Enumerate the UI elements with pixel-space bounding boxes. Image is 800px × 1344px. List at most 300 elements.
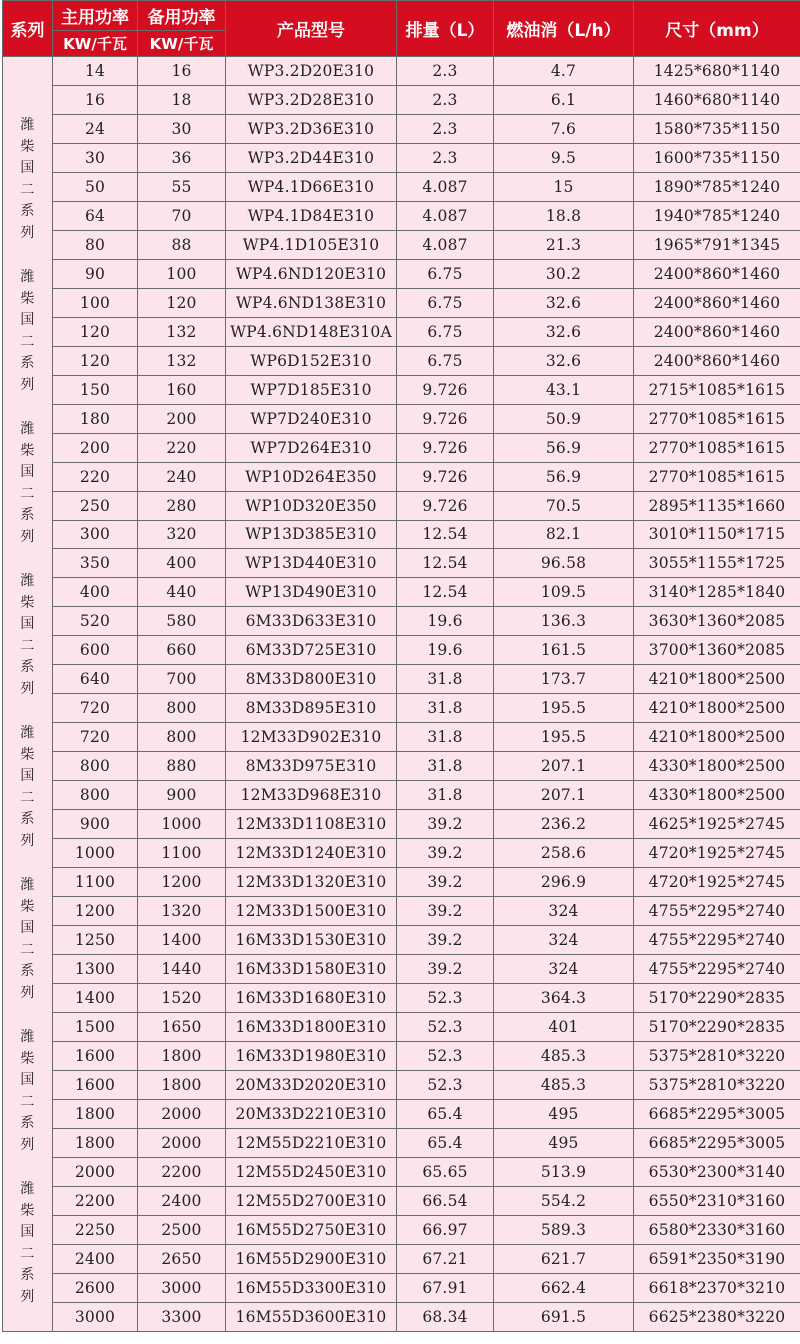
fuel-consumption-cell: 43.1 — [494, 375, 634, 404]
series-label: 潍柴国二系列 — [20, 269, 35, 393]
displacement-cell: 2.3 — [397, 85, 494, 114]
standby-power-cell: 1400 — [138, 926, 226, 955]
fuel-consumption-header: 燃油消（L/h） — [494, 1, 634, 57]
table-row — [3, 752, 800, 781]
dimensions-cell: 4210*1800*2500 — [634, 694, 800, 723]
model-header: 产品型号 — [226, 1, 397, 57]
standby-power-cell: 1000 — [138, 810, 226, 839]
series-header: 系列 — [3, 1, 53, 57]
table-row — [3, 665, 800, 694]
dimensions-cell: 2715*1085*1615 — [634, 375, 800, 404]
dimensions-cell: 6530*2300*3140 — [634, 1157, 800, 1186]
dimensions-cell: 1965*791*1345 — [634, 230, 800, 259]
dimensions-cell: 6591*2350*3190 — [634, 1244, 800, 1273]
standby-power-cell: 88 — [138, 230, 226, 259]
standby-power-cell: 2500 — [138, 1215, 226, 1244]
fuel-consumption-cell: 18.8 — [494, 201, 634, 230]
standby-power-cell: 132 — [138, 346, 226, 375]
series-label: 潍柴国二系列 — [20, 877, 35, 1001]
prime-power-cell: 800 — [53, 781, 138, 810]
fuel-consumption-cell: 513.9 — [494, 1157, 634, 1186]
table-row — [3, 955, 800, 984]
model-cell: WP13D385E310 — [226, 520, 397, 549]
dimensions-cell: 2770*1085*1615 — [634, 404, 800, 433]
standby-power-cell: 320 — [138, 520, 226, 549]
displacement-cell: 12.54 — [397, 549, 494, 578]
prime-power-cell: 300 — [53, 520, 138, 549]
fuel-consumption-cell: 236.2 — [494, 810, 634, 839]
model-cell: 6M33D633E310 — [226, 607, 397, 636]
model-cell: 12M33D968E310 — [226, 781, 397, 810]
table-row — [3, 346, 800, 375]
displacement-cell: 6.75 — [397, 259, 494, 288]
prime-power-cell: 520 — [53, 607, 138, 636]
standby-power-cell: 100 — [138, 259, 226, 288]
model-cell: 12M33D1240E310 — [226, 839, 397, 868]
displacement-cell: 65.65 — [397, 1157, 494, 1186]
model-cell: 16M33D1980E310 — [226, 1041, 397, 1070]
displacement-cell: 39.2 — [397, 926, 494, 955]
table-row — [3, 1070, 800, 1099]
standby-power-cell: 200 — [138, 404, 226, 433]
model-cell: WP13D490E310 — [226, 578, 397, 607]
prime-power-unit: KW/千瓦 — [53, 31, 138, 57]
standby-power-cell: 18 — [138, 85, 226, 114]
dimensions-cell: 3140*1285*1840 — [634, 578, 800, 607]
dimensions-cell: 1890*785*1240 — [634, 172, 800, 201]
standby-power-cell: 1800 — [138, 1070, 226, 1099]
standby-power-cell: 1800 — [138, 1041, 226, 1070]
dimensions-cell: 5170*2290*2835 — [634, 1012, 800, 1041]
table-row — [3, 462, 800, 491]
model-cell: 8M33D975E310 — [226, 752, 397, 781]
model-cell: WP4.1D84E310 — [226, 201, 397, 230]
displacement-cell: 9.726 — [397, 491, 494, 520]
model-cell: 16M33D1580E310 — [226, 955, 397, 984]
fuel-consumption-cell: 589.3 — [494, 1215, 634, 1244]
dimensions-cell: 1600*735*1150 — [634, 143, 800, 172]
displacement-cell: 12.54 — [397, 578, 494, 607]
model-cell: 12M33D1500E310 — [226, 897, 397, 926]
table-row — [3, 288, 800, 317]
fuel-consumption-cell: 195.5 — [494, 694, 634, 723]
dimensions-cell: 3010*1150*1715 — [634, 520, 800, 549]
displacement-cell: 9.726 — [397, 462, 494, 491]
displacement-cell: 4.087 — [397, 172, 494, 201]
displacement-cell: 31.8 — [397, 723, 494, 752]
table-row — [3, 723, 800, 752]
fuel-consumption-cell: 485.3 — [494, 1041, 634, 1070]
fuel-consumption-cell: 136.3 — [494, 607, 634, 636]
series-label: 潍柴国二系列 — [20, 421, 35, 545]
displacement-cell: 31.8 — [397, 752, 494, 781]
fuel-consumption-cell: 32.6 — [494, 288, 634, 317]
series-label: 潍柴国二系列 — [20, 1029, 35, 1153]
model-cell: WP4.1D105E310 — [226, 230, 397, 259]
fuel-consumption-cell: 7.6 — [494, 114, 634, 143]
series-label: 潍柴国二系列 — [20, 1181, 35, 1305]
standby-power-cell: 2650 — [138, 1244, 226, 1273]
standby-power-cell: 900 — [138, 781, 226, 810]
displacement-cell: 2.3 — [397, 114, 494, 143]
dimensions-cell: 2770*1085*1615 — [634, 433, 800, 462]
prime-power-cell: 250 — [53, 491, 138, 520]
prime-power-cell: 1200 — [53, 897, 138, 926]
standby-power-cell: 800 — [138, 723, 226, 752]
prime-power-cell: 90 — [53, 259, 138, 288]
model-cell: WP10D320E350 — [226, 491, 397, 520]
displacement-cell: 31.8 — [397, 665, 494, 694]
displacement-cell: 39.2 — [397, 810, 494, 839]
prime-power-cell: 640 — [53, 665, 138, 694]
model-cell: 8M33D800E310 — [226, 665, 397, 694]
table-row — [3, 839, 800, 868]
table-row — [3, 1186, 800, 1215]
standby-power-cell: 880 — [138, 752, 226, 781]
prime-power-cell: 220 — [53, 462, 138, 491]
table-row — [3, 607, 800, 636]
displacement-header: 排量（L） — [397, 1, 494, 57]
standby-power-cell: 660 — [138, 636, 226, 665]
model-cell: WP3.2D44E310 — [226, 143, 397, 172]
prime-power-cell: 24 — [53, 114, 138, 143]
prime-power-cell: 1800 — [53, 1099, 138, 1128]
prime-power-cell: 720 — [53, 694, 138, 723]
dimensions-cell: 4330*1800*2500 — [634, 752, 800, 781]
dimensions-cell: 4210*1800*2500 — [634, 665, 800, 694]
fuel-consumption-cell: 21.3 — [494, 230, 634, 259]
displacement-cell: 52.3 — [397, 1070, 494, 1099]
displacement-cell: 2.3 — [397, 143, 494, 172]
fuel-consumption-cell: 15 — [494, 172, 634, 201]
prime-power-cell: 2400 — [53, 1244, 138, 1273]
dimensions-header: 尺寸（mm） — [634, 1, 800, 57]
prime-power-cell: 1500 — [53, 1012, 138, 1041]
model-cell: 12M33D1108E310 — [226, 810, 397, 839]
table-row — [3, 317, 800, 346]
model-cell: WP4.6ND138E310 — [226, 288, 397, 317]
model-cell: WP6D152E310 — [226, 346, 397, 375]
dimensions-cell: 6685*2295*3005 — [634, 1128, 800, 1157]
model-cell: 16M55D2900E310 — [226, 1244, 397, 1273]
dimensions-cell: 2400*860*1460 — [634, 259, 800, 288]
prime-power-cell: 14 — [53, 57, 138, 86]
standby-power-unit: KW/千瓦 — [138, 31, 226, 57]
table-row — [3, 1215, 800, 1244]
dimensions-cell: 4330*1800*2500 — [634, 781, 800, 810]
dimensions-cell: 6685*2295*3005 — [634, 1099, 800, 1128]
table-row — [3, 810, 800, 839]
dimensions-cell: 6618*2370*3210 — [634, 1273, 800, 1302]
fuel-consumption-cell: 161.5 — [494, 636, 634, 665]
model-cell: 12M55D2450E310 — [226, 1157, 397, 1186]
prime-power-cell: 800 — [53, 752, 138, 781]
displacement-cell: 6.75 — [397, 317, 494, 346]
table-row — [3, 1157, 800, 1186]
prime-power-cell: 180 — [53, 404, 138, 433]
prime-power-cell: 350 — [53, 549, 138, 578]
displacement-cell: 39.2 — [397, 897, 494, 926]
displacement-cell: 66.97 — [397, 1215, 494, 1244]
table-row — [3, 1012, 800, 1041]
standby-power-cell: 16 — [138, 57, 226, 86]
displacement-cell: 65.4 — [397, 1099, 494, 1128]
dimensions-cell: 3055*1155*1725 — [634, 549, 800, 578]
model-cell: WP4.6ND120E310 — [226, 259, 397, 288]
prime-power-cell: 2200 — [53, 1186, 138, 1215]
prime-power-cell: 1000 — [53, 839, 138, 868]
table-row — [3, 230, 800, 259]
model-cell: 12M33D1320E310 — [226, 868, 397, 897]
dimensions-cell: 4755*2295*2740 — [634, 955, 800, 984]
model-cell: WP7D240E310 — [226, 404, 397, 433]
table-row — [3, 694, 800, 723]
dimensions-cell: 4755*2295*2740 — [634, 926, 800, 955]
standby-power-cell: 1650 — [138, 1012, 226, 1041]
fuel-consumption-cell: 296.9 — [494, 868, 634, 897]
fuel-consumption-cell: 207.1 — [494, 752, 634, 781]
displacement-cell: 19.6 — [397, 607, 494, 636]
fuel-consumption-cell: 32.6 — [494, 317, 634, 346]
fuel-consumption-cell: 258.6 — [494, 839, 634, 868]
model-cell: 6M33D725E310 — [226, 636, 397, 665]
standby-power-cell: 580 — [138, 607, 226, 636]
table-row — [3, 868, 800, 897]
dimensions-cell: 4755*2295*2740 — [634, 897, 800, 926]
displacement-cell: 4.087 — [397, 201, 494, 230]
displacement-cell: 67.91 — [397, 1273, 494, 1302]
fuel-consumption-cell: 662.4 — [494, 1273, 634, 1302]
fuel-consumption-cell: 207.1 — [494, 781, 634, 810]
model-cell: 20M33D2210E310 — [226, 1099, 397, 1128]
displacement-cell: 39.2 — [397, 839, 494, 868]
prime-power-cell: 1400 — [53, 984, 138, 1013]
model-cell: WP4.6ND148E310A — [226, 317, 397, 346]
series-column — [3, 57, 53, 1332]
prime-power-cell: 200 — [53, 433, 138, 462]
model-cell: 8M33D895E310 — [226, 694, 397, 723]
displacement-cell: 67.21 — [397, 1244, 494, 1273]
fuel-consumption-cell: 324 — [494, 955, 634, 984]
prime-power-cell: 720 — [53, 723, 138, 752]
fuel-consumption-cell: 401 — [494, 1012, 634, 1041]
table-row — [3, 1041, 800, 1070]
dimensions-cell: 5375*2810*3220 — [634, 1041, 800, 1070]
displacement-cell: 6.75 — [397, 346, 494, 375]
displacement-cell: 66.54 — [397, 1186, 494, 1215]
table-row — [3, 520, 800, 549]
table-row — [3, 433, 800, 462]
displacement-cell: 4.087 — [397, 230, 494, 259]
model-cell: 12M33D902E310 — [226, 723, 397, 752]
standby-power-cell: 2000 — [138, 1128, 226, 1157]
table-row — [3, 172, 800, 201]
dimensions-cell: 3630*1360*2085 — [634, 607, 800, 636]
standby-power-cell: 1100 — [138, 839, 226, 868]
model-cell: WP3.2D28E310 — [226, 85, 397, 114]
displacement-cell: 68.34 — [397, 1302, 494, 1331]
standby-power-cell: 1440 — [138, 955, 226, 984]
fuel-consumption-cell: 495 — [494, 1099, 634, 1128]
displacement-cell: 31.8 — [397, 781, 494, 810]
model-cell: 16M55D2750E310 — [226, 1215, 397, 1244]
standby-power-cell: 30 — [138, 114, 226, 143]
dimensions-cell: 2895*1135*1660 — [634, 491, 800, 520]
standby-power-cell: 160 — [138, 375, 226, 404]
prime-power-cell: 1300 — [53, 955, 138, 984]
model-cell: WP10D264E350 — [226, 462, 397, 491]
fuel-consumption-cell: 96.58 — [494, 549, 634, 578]
displacement-cell: 6.75 — [397, 288, 494, 317]
dimensions-cell: 6580*2330*3160 — [634, 1215, 800, 1244]
fuel-consumption-cell: 32.6 — [494, 346, 634, 375]
displacement-cell: 39.2 — [397, 868, 494, 897]
standby-power-cell: 2400 — [138, 1186, 226, 1215]
dimensions-cell: 1460*680*1140 — [634, 85, 800, 114]
table-row — [3, 404, 800, 433]
table-row — [3, 201, 800, 230]
table-header — [3, 1, 800, 57]
displacement-cell: 12.54 — [397, 520, 494, 549]
prime-power-cell: 120 — [53, 317, 138, 346]
dimensions-cell: 4625*1925*2745 — [634, 810, 800, 839]
standby-power-cell: 55 — [138, 172, 226, 201]
prime-power-cell: 1600 — [53, 1041, 138, 1070]
dimensions-cell: 1940*785*1240 — [634, 201, 800, 230]
standby-power-cell: 280 — [138, 491, 226, 520]
fuel-consumption-cell: 70.5 — [494, 491, 634, 520]
table-row — [3, 491, 800, 520]
model-cell: WP4.1D66E310 — [226, 172, 397, 201]
displacement-cell: 65.4 — [397, 1128, 494, 1157]
standby-power-cell: 132 — [138, 317, 226, 346]
standby-power-cell: 1320 — [138, 897, 226, 926]
table-row — [3, 143, 800, 172]
dimensions-cell: 5375*2810*3220 — [634, 1070, 800, 1099]
standby-power-cell: 3000 — [138, 1273, 226, 1302]
table-row — [3, 375, 800, 404]
dimensions-cell: 2400*860*1460 — [634, 288, 800, 317]
series-label: 潍柴国二系列 — [20, 573, 35, 697]
displacement-cell: 9.726 — [397, 433, 494, 462]
dimensions-cell: 4720*1925*2745 — [634, 868, 800, 897]
standby-power-cell: 700 — [138, 665, 226, 694]
model-cell: WP3.2D20E310 — [226, 57, 397, 86]
prime-power-cell: 1800 — [53, 1128, 138, 1157]
standby-power-cell: 2200 — [138, 1157, 226, 1186]
prime-power-cell: 1250 — [53, 926, 138, 955]
prime-power-cell: 400 — [53, 578, 138, 607]
displacement-cell: 52.3 — [397, 1041, 494, 1070]
fuel-consumption-cell: 173.7 — [494, 665, 634, 694]
fuel-consumption-cell: 554.2 — [494, 1186, 634, 1215]
standby-power-cell: 240 — [138, 462, 226, 491]
fuel-consumption-cell: 195.5 — [494, 723, 634, 752]
model-cell: 16M55D3300E310 — [226, 1273, 397, 1302]
fuel-consumption-cell: 691.5 — [494, 1302, 634, 1331]
table-row — [3, 1244, 800, 1273]
fuel-consumption-cell: 4.7 — [494, 57, 634, 86]
table-row — [3, 781, 800, 810]
fuel-consumption-cell: 495 — [494, 1128, 634, 1157]
fuel-consumption-cell: 56.9 — [494, 462, 634, 491]
model-cell: WP3.2D36E310 — [226, 114, 397, 143]
fuel-consumption-cell: 485.3 — [494, 1070, 634, 1099]
standby-power-cell: 1200 — [138, 868, 226, 897]
model-cell: 16M33D1680E310 — [226, 984, 397, 1013]
fuel-consumption-cell: 324 — [494, 897, 634, 926]
displacement-cell: 52.3 — [397, 984, 494, 1013]
prime-power-cell: 16 — [53, 85, 138, 114]
model-cell: 16M33D1800E310 — [226, 1012, 397, 1041]
prime-power-cell: 900 — [53, 810, 138, 839]
fuel-consumption-cell: 621.7 — [494, 1244, 634, 1273]
prime-power-cell: 600 — [53, 636, 138, 665]
table-body — [3, 57, 800, 1332]
standby-power-cell: 70 — [138, 201, 226, 230]
table-row — [3, 1273, 800, 1302]
fuel-consumption-cell: 50.9 — [494, 404, 634, 433]
fuel-consumption-cell: 6.1 — [494, 85, 634, 114]
fuel-consumption-cell: 82.1 — [494, 520, 634, 549]
series-label: 潍柴国二系列 — [20, 725, 35, 849]
prime-power-cell: 2000 — [53, 1157, 138, 1186]
dimensions-cell: 1580*735*1150 — [634, 114, 800, 143]
standby-power-cell: 800 — [138, 694, 226, 723]
displacement-cell: 31.8 — [397, 694, 494, 723]
dimensions-cell: 6550*2310*3160 — [634, 1186, 800, 1215]
table-row — [3, 984, 800, 1013]
standby-power-cell: 3300 — [138, 1302, 226, 1331]
dimensions-cell: 1425*680*1140 — [634, 57, 800, 86]
table-row — [3, 57, 800, 86]
displacement-cell: 19.6 — [397, 636, 494, 665]
table-row — [3, 1302, 800, 1331]
table-row — [3, 897, 800, 926]
table-row — [3, 85, 800, 114]
model-cell: WP7D185E310 — [226, 375, 397, 404]
displacement-cell: 9.726 — [397, 404, 494, 433]
standby-power-cell: 440 — [138, 578, 226, 607]
prime-power-cell: 120 — [53, 346, 138, 375]
dimensions-cell: 4720*1925*2745 — [634, 839, 800, 868]
dimensions-cell: 2770*1085*1615 — [634, 462, 800, 491]
model-cell: 16M33D1530E310 — [226, 926, 397, 955]
standby-power-cell: 400 — [138, 549, 226, 578]
prime-power-cell: 150 — [53, 375, 138, 404]
fuel-consumption-cell: 324 — [494, 926, 634, 955]
table-row — [3, 549, 800, 578]
dimensions-cell: 3700*1360*2085 — [634, 636, 800, 665]
dimensions-cell: 5170*2290*2835 — [634, 984, 800, 1013]
fuel-consumption-cell: 109.5 — [494, 578, 634, 607]
model-cell: 12M55D2210E310 — [226, 1128, 397, 1157]
standby-power-cell: 1520 — [138, 984, 226, 1013]
prime-power-cell: 1100 — [53, 868, 138, 897]
series-label: 潍柴国二系列 — [20, 117, 35, 241]
fuel-consumption-cell: 30.2 — [494, 259, 634, 288]
prime-power-cell: 80 — [53, 230, 138, 259]
standby-power-cell: 2000 — [138, 1099, 226, 1128]
table-row — [3, 1128, 800, 1157]
prime-power-cell: 2600 — [53, 1273, 138, 1302]
model-cell: WP7D264E310 — [226, 433, 397, 462]
table-row — [3, 926, 800, 955]
displacement-cell: 39.2 — [397, 955, 494, 984]
fuel-consumption-cell: 56.9 — [494, 433, 634, 462]
table-row — [3, 578, 800, 607]
prime-power-cell: 100 — [53, 288, 138, 317]
